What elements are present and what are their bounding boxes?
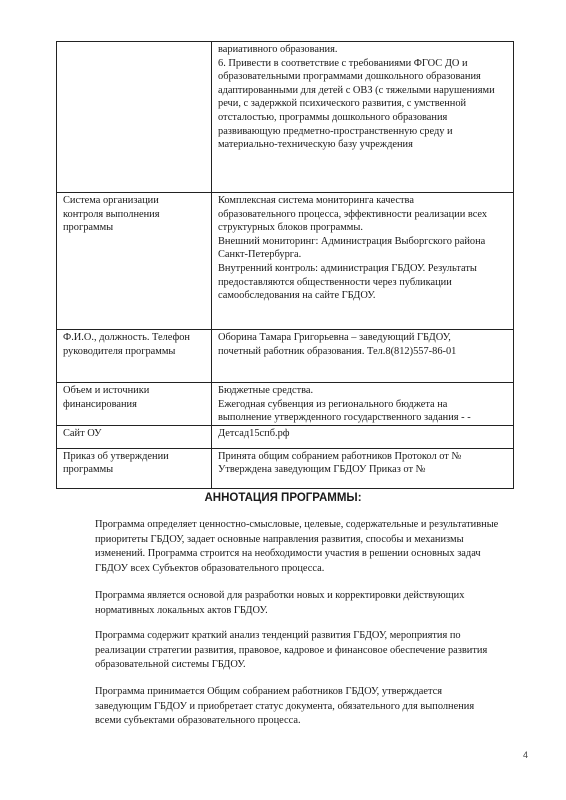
page-number: 4	[522, 750, 528, 760]
row-value-line: образовательного процесса, эффективности реализации всех	[218, 208, 488, 220]
row-label-line: Система организации	[63, 195, 159, 206]
row-label-line: Приказ об утверждении	[63, 450, 169, 462]
row-label-cell	[57, 42, 212, 193]
table-row	[57, 448, 514, 488]
table-row	[57, 425, 514, 448]
row-label-line: Сайт ОУ	[63, 427, 102, 439]
row-value-line: адаптированными для детей с ОВЗ (с тяжелыми нарушениями	[218, 84, 495, 96]
row-value-line: развивающую предметно-пространственную среду и	[218, 125, 453, 137]
row-label-cell	[57, 330, 212, 383]
row-value-line: речи, с задержкой психического развития, с умственной	[218, 98, 467, 110]
row-label-cell	[57, 448, 212, 488]
row-value-line: Внутренний контроль: администрация ГБДОУ. Результаты	[218, 262, 477, 274]
table-row	[57, 193, 514, 330]
row-label-line: финансирования	[63, 398, 137, 410]
paragraph-line: всеми субъектами образовательного процесса.	[95, 715, 301, 727]
row-value-line: Утверждена заведующим ГБДОУ Приказ от №	[218, 464, 426, 476]
row-value-cell	[212, 193, 514, 330]
row-label-line: контроля выполнения	[63, 208, 160, 220]
paragraph-line: реализации стратегии развития, правовое, кадровое и финансовое обеспечение развития	[95, 644, 488, 656]
row-value-line: почетный работник образования. Тел.8(812)557-86-01	[218, 345, 457, 357]
row-value-line: вариативного образования.	[218, 44, 338, 55]
paragraph-line: нормативных локальных актов ГБДОУ.	[95, 604, 268, 616]
row-value-cell	[212, 42, 514, 193]
table-row	[57, 42, 514, 193]
row-label-line: Ф.И.О., должность. Телефон	[63, 332, 190, 343]
row-value-line: Санкт-Петербурга.	[218, 249, 302, 261]
row-value-cell	[212, 448, 514, 488]
paragraph-line: заведующим ГБДОУ и приобретает статус документа, обязательного для выполнения	[95, 700, 475, 712]
row-label-line: программы	[63, 222, 114, 234]
row-value-line: Оборина Тамара Григорьевна – заведующий ГБДОУ,	[218, 332, 451, 343]
paragraph-line: Программа принимается Общим собранием работников ГБДОУ, утверждается	[95, 686, 443, 697]
row-label-line: Объем и источники	[63, 385, 150, 396]
row-value-line: Комплексная система мониторинга качества	[218, 195, 414, 206]
annotation-paragraph	[95, 629, 535, 673]
paragraph-line: Программа является основой для разработки новых и корректировки действующих	[95, 590, 465, 601]
row-value-line: Бюджетные средства.	[218, 385, 314, 396]
row-value-cell	[212, 383, 514, 426]
row-label-cell	[57, 193, 212, 330]
row-value-line: выполнение утвержденного государственного задания - -	[218, 412, 471, 424]
row-label-cell	[57, 425, 212, 448]
annotation-paragraph	[95, 685, 535, 729]
annotation-paragraph	[95, 518, 535, 576]
paragraph-line: Программа содержит краткий анализ тенденций развития ГБДОУ, мероприятия по	[95, 630, 461, 641]
paragraph-line: изменений. Программа строится на необходимости участия в решении основных задач	[95, 548, 481, 560]
table-row	[57, 330, 514, 383]
site-link[interactable]: Детсад15спб.рф	[218, 427, 290, 439]
row-value-line: Принята общим собранием работников Протокол от №	[218, 450, 462, 462]
row-value-line: структурных блоков программы.	[218, 222, 363, 234]
row-value-line: 6. Привести в соответствие с требованиями ФГОС ДО и	[218, 57, 468, 69]
paragraph-line: Программа определяет ценностно-смысловые, целевые, содержательные и результативные	[95, 519, 499, 530]
row-value-line: образовательными программами дошкольного образования	[218, 71, 481, 83]
row-value-line: отсталостью, программы дошкольного образования	[218, 111, 448, 123]
row-value-line: самообследования на сайте ГБДОУ.	[218, 290, 376, 302]
paragraph-line: ГБДОУ всех Субъектов образовательного процесса.	[95, 562, 325, 574]
row-value-cell[interactable]	[212, 425, 514, 448]
row-label-line: программы	[63, 464, 114, 476]
annotation-paragraph	[95, 589, 535, 618]
annotation-heading: АННОТАЦИЯ ПРОГРАММЫ:	[204, 492, 362, 504]
row-label-line: руководителя программы	[63, 345, 176, 357]
row-label-cell	[57, 383, 212, 426]
row-value-cell	[212, 330, 514, 383]
row-value-line: Ежегодная субвенция из регионального бюджета на	[218, 398, 448, 410]
row-value-line: материально-техническую базу учреждения	[218, 139, 413, 151]
paragraph-line: образовательной системы ГБДОУ.	[95, 659, 246, 671]
table-row	[57, 383, 514, 426]
paragraph-line: приоритеты ГБДОУ, задает основные направления развития, способы и механизмы	[95, 533, 464, 545]
program-passport-table	[56, 41, 514, 489]
row-value-line: Внешний мониторинг: Администрация Выборгского района	[218, 235, 486, 247]
row-value-line: предоставляются общественности через публикации	[218, 276, 452, 288]
